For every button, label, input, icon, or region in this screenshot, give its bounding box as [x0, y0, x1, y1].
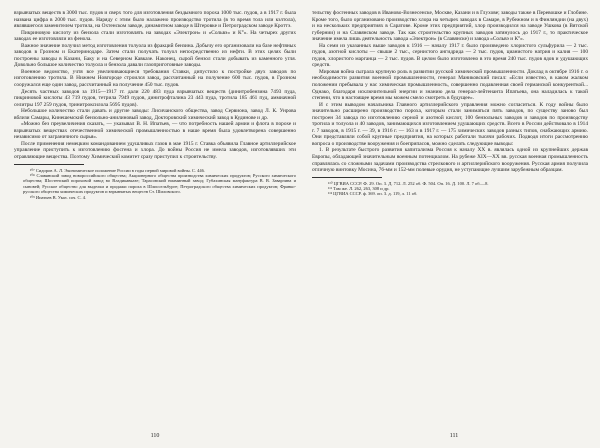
paragraph: Небольшое количество стали давать и другие заводы: Лисичанского общества, завод Сервиона, завод Л. К. Унрова вблизи Самары, Кинешемский бензольно-анилиновый завод, Докторовский химический завод в Кудинове и др. [14, 108, 296, 121]
page-number-left: 110 [150, 433, 160, 439]
paragraph: Мировая война сыграла крупную роль в развитии русской химической промышленности. Доклад в октябре 1916 г. о необходимости развития военной промышленности, генерал Маниковский писал: «Если известно, в каком жалком положении пребывала у нас химическая промышленность, совершенно подавленная своей германской конкуренткой... Однако, благодаря исключительной энергии и знанию дела генерал-лейтенанта Ипатьева, она наладилась к такой степени, что в настоящее время мы можем смело смотреть в будущее». [312, 68, 588, 102]
paragraph: На семи из указанных выше заводов к 1916 — началу 1917 г. было произведено хлористого сульфурила — 2 тыс. пудов, азотной кислоты — свыше 2 тыс., сернистого ангидрида — 2 тыс. пудов, цианистого натрия и калия — 100 пудов, хлористого марганца — 2 тыс. пудов. В целом было изготовлено в это время 240 тыс. пудов ядов и удушающих средств. [312, 42, 588, 69]
footnote-rule [14, 164, 84, 165]
right-page [312, 10, 588, 430]
page-number-right: 111 [449, 433, 459, 439]
paragraph: Пикриновую кислоту из бензола стали изготовлять на заводах «Электрон» и «Сольвэ» и К°». На четырех других заводах ее изготовляли из фенола. [14, 29, 296, 43]
footnote: ¹⁰⁷ Сидоров А. Л. Экономическое положение России в годы первой мировой войны. С. 446. [30, 167, 206, 173]
footnote: ¹⁰⁸ Славянский завод новороссийского общества; Акционерного общества производства химических продуктов; Русского химического общества; Шостенский пороховой завод во Владикавказе; Тарасовский ниаминный завод; Губахинская мануфактура В. В. Заварзина и сыновей; Русское общество для выделки и продажи пороха в Шлиссельбурге; Петроградского общества химических продуктов; Франко-русского общества химических продуктов и взрывчатых веществ Ст. Шиловского. [23, 172, 296, 195]
paragraph: После применения немецким командованием удушливых газов в мае 1915 г. Ставка объявила Главное артиллерийское управление приступить к изготовлению фосгена и хлора. До войны Россия не имела заводов, изготовлявших эти отравляющие вещества. Поэтому Химический комитет сразу приступил к строительству. [14, 140, 296, 161]
footnotes [14, 164, 296, 200]
paragraph: И с этим выводом начальника Главного артиллерийского управления можно согласиться. К году войны было значительно расширено производство пороха, которым стали заниматься пять заводов, по существу заново был построен 34 завода по изготовлению серной и азотной кислот, 100 бензольных заводов и заводов по производству тротила и толуола и 40 заводов, занимающихся изготовлением удушающих средств. Всего в России действовало в 1914 г. 7 заводов, в 1915 г. — 39, в 1916 г. — 163 и в 1917 г. — 175 химических заводов разных типов, снабжающих армию. Они представляли собой крупные предприятия, на которых работали тысячи рабочих. Подводя итоги рассмотрению вопроса о производстве вооружения и боеприпасов, можно сделать следующие выводы: [312, 101, 588, 147]
paragraph: взрывчатых веществ в 3000 тыс. пудов и сверх того для изготовления бездымного пороха 1000 тыс. пудов, а в 1917 г. была названа цифра в 2000 тыс. пудов. Наряду с этим было налажено производство тротила (в то время тола или кэлтола), являвшегося заменителем тротила, на Охтенском заводе, динамитном заводе в Штеровке и Петроградском заводе Кроттэ. [14, 10, 296, 30]
paragraph: «Можно без преувеличения сказать, — указывал В. Н. Ипатьев, — что потребность нашей армии и флота в порохе и взрывчатых веществах отечественной химической промышленностью в наше время была удовлетворена совершенно независимо от заграничного сырья». [14, 121, 296, 141]
paragraph: 1. В результате быстрого развития капитализма Россия к началу XX в. являлась одной из крупнейших держав Европы, обладающей значительным военным потенциалом. На рубеже XIX—XX вв. русская военная промышленность справлялась со сложными задачами производства стрелкового и артиллерийского вооружения. Русская армия получила отличную винтовку Мосина, 76-мм и 152-мм полевые орудия, не уступающие лучшим зарубежным образцам. [312, 147, 588, 174]
paragraph: Важное значение получил метод изготовления толуола из фракций бензина. Добычу его организовали на базе нефтяных заводов в Грозном и Екатеринодаре. Затем стали получать толуол непосредственно из нефти. В этих целях были построены заводы в Казани, Баку и на Северном Кавказе. Наконец, сырой бензол стали добывать из каменного угля. Довольно большое количество толуола и бензола давали газоприготовные заводы. [14, 42, 296, 69]
footnote: ¹¹¹ Там же. Л. 262, 263, 308 и др. [328, 186, 390, 192]
left-page [14, 10, 296, 430]
paragraph: Десять частных заводов за 1915—1917 гг. дали 220 483 пуда взрывчатых веществ (динитробензина 7493 пуда, пикриновой кислоты 43 719 пудов, тетрила 7949 пудов, динитрофталина 23 443 пуда, тротила 185 461 пуд, аммиачной селитры 197 259 пудов, тринитроксилола 5695 пудов). [14, 88, 296, 108]
footnote: ¹⁰⁹ Ипатьев В. Указ. соч. С. 4. [30, 194, 87, 200]
footnote: ¹¹⁰ ЦГВИА СССР. Ф. 29. Оп. 3. Д. 712. Л. 252 об. Ф. 504. Оп. 16. Д. 100. Л. 7 об.—8. [328, 180, 489, 186]
footnote: ¹¹² ЦГВИА СССР. ф. 369. оп. 3. д. 119, л. 11 об. [328, 191, 418, 197]
footnote-rule [312, 177, 382, 178]
footnotes [312, 177, 588, 197]
paragraph: Военное ведомство, учтя все увеличивающиеся требования Ставки, дипустило к постройке двух заводов по изготовлению тротила. В Нижнем Новгороде строился завод, рассчитанный на получение 600 тыс. пудов, в Грозном сооружался еще один завод, рассчитанный на получение 450 тыс. пудов. [14, 68, 296, 89]
paragraph: тельству фосгенных заводов в Иваново-Вознесенске, Москве, Казани и в Глухове; заводы также в Перевошке и Глобине. Кроме того, было организовано производство хлора на четырех заводах в Самаре, в Рубежном и в Финляндии (на двух) и на нескольких предприятиях в Саратове. Кроме этих предприятий, хлор производился на заводе Ушкова (в Вятской губернии) и на Славянском заводе. Так как строительство крупных заводов затянулось до 1917 г., то практическое значение имела лишь деятельность завода «Электрон» (в Славянске) и завода «Сольвэ и К°». [312, 10, 588, 43]
